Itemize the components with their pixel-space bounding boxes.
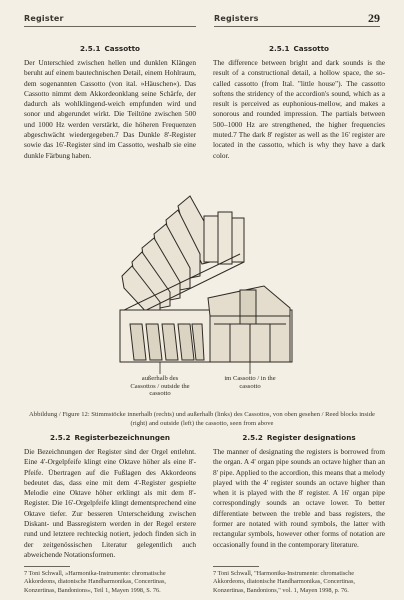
english-column-cassotto (213, 44, 385, 161)
figure-reed-blocks (90, 192, 320, 407)
section-title: Register designations (266, 433, 356, 442)
english-column-registers (213, 433, 385, 550)
german-column-cassotto (24, 44, 196, 161)
section-number: 2.5.2 (242, 433, 263, 442)
label-inside-cassotto: im Cassotto / in the cassotto (224, 375, 276, 390)
header-rule-left (24, 26, 196, 27)
footnote-german: 7 Toni Schwall, »Harmonika-Instrumente: chromatische Akkordeons, diatonische Handharmonikas, Concertinas, Konzertinas, Bandonions«, Teil 1, Mayen 1998, S. 76. (24, 570, 166, 594)
section-title: Registerbezeichnungen (74, 433, 171, 442)
section-heading (213, 433, 385, 443)
footnote-english: 7 Toni Schwall, "Harmonika-Instrumente: chromatische Akkordeons, diatonische Handharmonikas, Concertinas, Konzertinas, Bandonions," vol. 1, Mayen 1998, p. 76. (213, 570, 355, 594)
footnote-rule-left (24, 566, 70, 567)
section-number: 2.5.2 (49, 433, 71, 442)
body-paragraph: Die Bezeichnungen der Register sind der Orgel entlehnt. Eine 4'-Orgelpfeife klingt eine Oktave höher als eine 8'-Pfeife. Übertragen auf die Fußlagen des Akkordeons bedeutet das, dass eine mit dem 4'-Register gespielte Melodie eine Oktave höher erklingt als mit dem 8'-Register. Die 16'-Orgelpfeife klingt dementsprechend eine Oktave tiefer. Zur besseren Unterscheidung zwischen Diskant- und Bassregistern werden in der Regel erstere rund und letztere rechteckig notiert, jedoch finden sich in der zeitgenössischen Literatur gelegentlich auch abweichende Notationsformen. (24, 447, 196, 559)
running-header (24, 11, 380, 28)
running-title-german: Register (24, 14, 64, 23)
running-title-english: Registers (214, 14, 259, 23)
footnote-rule-right (213, 566, 259, 567)
section-title: Cassotto (293, 44, 329, 53)
section-title: Cassotto (104, 44, 140, 53)
body-paragraph: The difference between bright and dark sounds is the result of a constructional detail, a hollow space, the so-called cassotto (from Ital. "little house"). The cassotto softens the stridency of the accordion's sound, which as a result is perceived as euphonious-mellow, and makes a sonorous and rounded impression. The partials between 500–1000 Hz are strengthened, the higher frequencies muted.7 The dark 8' register as well as the 16' register are located in the cassotto, which is why they have a dark color. (213, 58, 385, 160)
section-number: 2.5.1 (269, 44, 290, 53)
header-rule-right (214, 26, 380, 27)
section-heading (213, 44, 385, 54)
body-paragraph: The manner of designating the registers is borrowed from the organ. A 4' organ pipe sounds an octave higher than an 8' pipe. Applied to the accordion, this means that a melody played with the 4' register sounds an octave higher than when it is played with the 8' register. A 16' organ pipe correspondingly sounds an octave lower. To better differentiate between the treble and bass registers, the former are notated with round symbols, the latter with rectangular symbols, however other forms of notation are occasionally found in the contemporary literature. (213, 447, 385, 549)
label-outside-cassotto: außerhalb des Cassottos / outside the cassotto (130, 375, 190, 398)
body-paragraph: Der Unterschied zwischen hellen und dunklen Klängen beruht auf einem bautechnischen Detail, einem Hohlraum, dem sogenannten Cassotto (von ital. »Häuschen«). Das Cassotto nimmt dem Akkordeonklang seine Schärfe, der dadurch als wohlklingend-weich empfunden wird und sonor und abgerundet wirkt. Die Teiltöne zwischen 500 und 1000 Hz werden verstärkt, die höheren Frequenzen abgeschwächt wiedergegeben.7 Das Dunkle 8'-Register sowie das 16'-Register sind im Cassotto, weshalb sie eine dunkle Färbung haben. (24, 58, 196, 160)
section-number: 2.5.1 (80, 44, 101, 53)
figure-caption: Abbildung / Figure 12: Stimmstöcke innerhalb (rechts) und außerhalb (links) des Cassottos, von oben gesehen / Reed blocks inside (right) and outside (left) the cassotto, seen from above (29, 411, 375, 427)
section-heading (24, 433, 196, 443)
german-column-registers (24, 433, 196, 560)
accordion-reed-block-drawing (90, 192, 320, 407)
section-heading (24, 44, 196, 54)
page-number: 29 (368, 11, 380, 25)
